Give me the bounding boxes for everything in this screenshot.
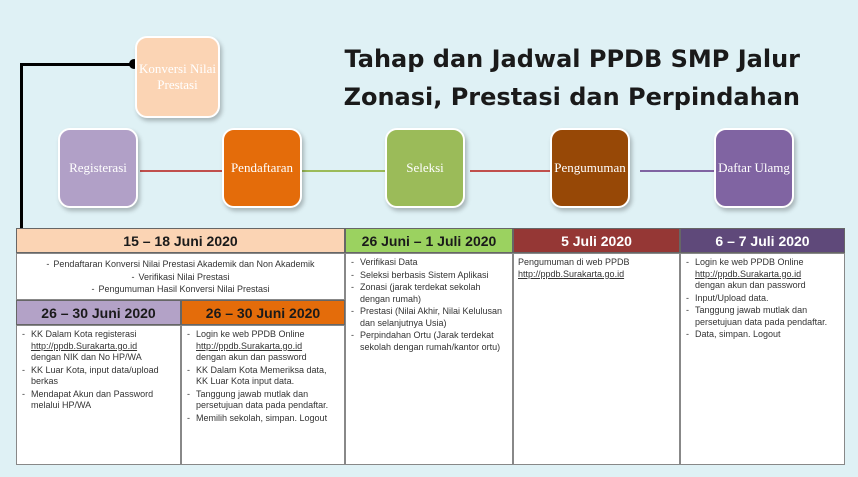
seleksi-item: - Perpindahan Ortu (Jarak terdekat sekolah dengan rumah/kantor ortu) (350, 330, 508, 353)
step-daftar-ulang (714, 128, 794, 208)
connector-pendaftaran-seleksi (300, 170, 390, 172)
registerasi-cell (16, 325, 181, 465)
daftar-ulang-item: - Tanggung jawab mutlak dan persetujuan data pada pendaftar. (685, 305, 840, 328)
title-line-2: Zonasi, Prestasi dan Perpindahan (343, 83, 800, 111)
pengumuman-link[interactable]: http://ppdb.Surakarta.go.id (518, 268, 625, 279)
step-daftar-ulang-label: Daftar Ulamg (718, 160, 790, 175)
seleksi-cell (345, 253, 513, 465)
seleksi-item: - Verifikasi Data (350, 257, 508, 269)
title-line-1: Tahap dan Jadwal PPDB SMP Jalur (344, 45, 800, 73)
daftar-ulang-link[interactable]: http://ppdb.Surakarta.go.id (695, 268, 802, 279)
step-seleksi (385, 128, 465, 208)
konversi-item: - Pengumuman Hasil Konversi Nilai Prestasi (21, 284, 340, 296)
connector-konversi-horizontal (20, 63, 135, 66)
seleksi-item: - Seleksi berbasis Sistem Aplikasi (350, 270, 508, 282)
pendaftaran-link[interactable]: http://ppdb.Surakarta.go.id (196, 340, 303, 351)
pengumuman-cell (513, 253, 680, 465)
registerasi-item: - KK Luar Kota, input data/upload berkas (21, 365, 176, 388)
header-seleksi-date: 26 Juni – 1 Juli 2020 (345, 228, 513, 253)
pendaftaran-login-item (186, 329, 340, 364)
step-registerasi (58, 128, 138, 208)
daftar-ulang-item: - Data, simpan. Logout (685, 329, 840, 341)
registerasi-kk-dalam-post: dengan NIK dan No HP/WA (31, 352, 142, 362)
step-pengumuman (550, 128, 630, 208)
step-pendaftaran-label: Pendaftaran (230, 160, 294, 175)
pendaftaran-item: - Memilih sekolah, simpan. Logout (186, 413, 340, 425)
header-konversi-date: 15 – 18 Juni 2020 (16, 228, 345, 253)
konversi-item: - Pendaftaran Konversi Nilai Prestasi Akademik dan Non Akademik (21, 259, 340, 271)
step-pengumuman-label: Pengumuman (554, 160, 626, 175)
header-registerasi-date: 26 – 30 Juni 2020 (16, 300, 181, 325)
daftar-ulang-login-pre: Login ke web PPDB Online (695, 257, 804, 267)
pendaftaran-cell (181, 325, 345, 465)
daftar-ulang-cell (680, 253, 845, 465)
konversi-cell (16, 253, 345, 300)
connector-seleksi-pengumuman (470, 170, 555, 172)
connector-konversi-vertical (20, 63, 23, 231)
pendaftaran-item: - KK Dalam Kota Memeriksa data, KK Luar Kota input data. (186, 365, 340, 388)
pendaftaran-login-pre: Login ke web PPDB Online (196, 329, 305, 339)
pengumuman-text: Pengumuman di web PPDB (518, 257, 630, 267)
connector-registerasi-pendaftaran (140, 170, 230, 172)
step-konversi-label: Konversi Nilai Prestasi (139, 61, 216, 92)
pendaftaran-item: - Tanggung jawab mutlak dan persetujuan data pada pendaftar. (186, 389, 340, 412)
header-pengumuman-date: 5 Juli 2020 (513, 228, 680, 253)
step-seleksi-label: Seleksi (406, 160, 444, 175)
daftar-ulang-login-post: dengan akun dan password (695, 280, 806, 290)
seleksi-item: - Prestasi (Nilai Akhir, Nilai Kelulusan dan selanjutnya Usia) (350, 306, 508, 329)
step-pendaftaran (222, 128, 302, 208)
header-daftar-ulang-date: 6 – 7 Juli 2020 (680, 228, 845, 253)
registerasi-item: - Mendapat Akun dan Password melalui HP/WA (21, 389, 176, 412)
connector-pengumuman-daftar-ulang (640, 170, 720, 172)
daftar-ulang-login-item (685, 257, 840, 292)
pendaftaran-login-post: dengan akun dan password (196, 352, 307, 362)
registerasi-kk-dalam-pre: KK Dalam Kota registerasi (31, 329, 137, 339)
page-title (300, 40, 800, 116)
registerasi-link[interactable]: http://ppdb.Surakarta.go.id (31, 340, 138, 351)
daftar-ulang-item: - Input/Upload data. (685, 293, 840, 305)
header-pendaftaran-date: 26 – 30 Juni 2020 (181, 300, 345, 325)
registerasi-kk-dalam-item (21, 329, 176, 364)
step-registerasi-label: Registerasi (69, 160, 127, 175)
seleksi-item: - Zonasi (jarak terdekat sekolah dengan rumah) (350, 282, 508, 305)
konversi-item: - Verifikasi Nilai Prestasi (21, 272, 340, 284)
step-konversi-nilai-prestasi (135, 36, 220, 118)
